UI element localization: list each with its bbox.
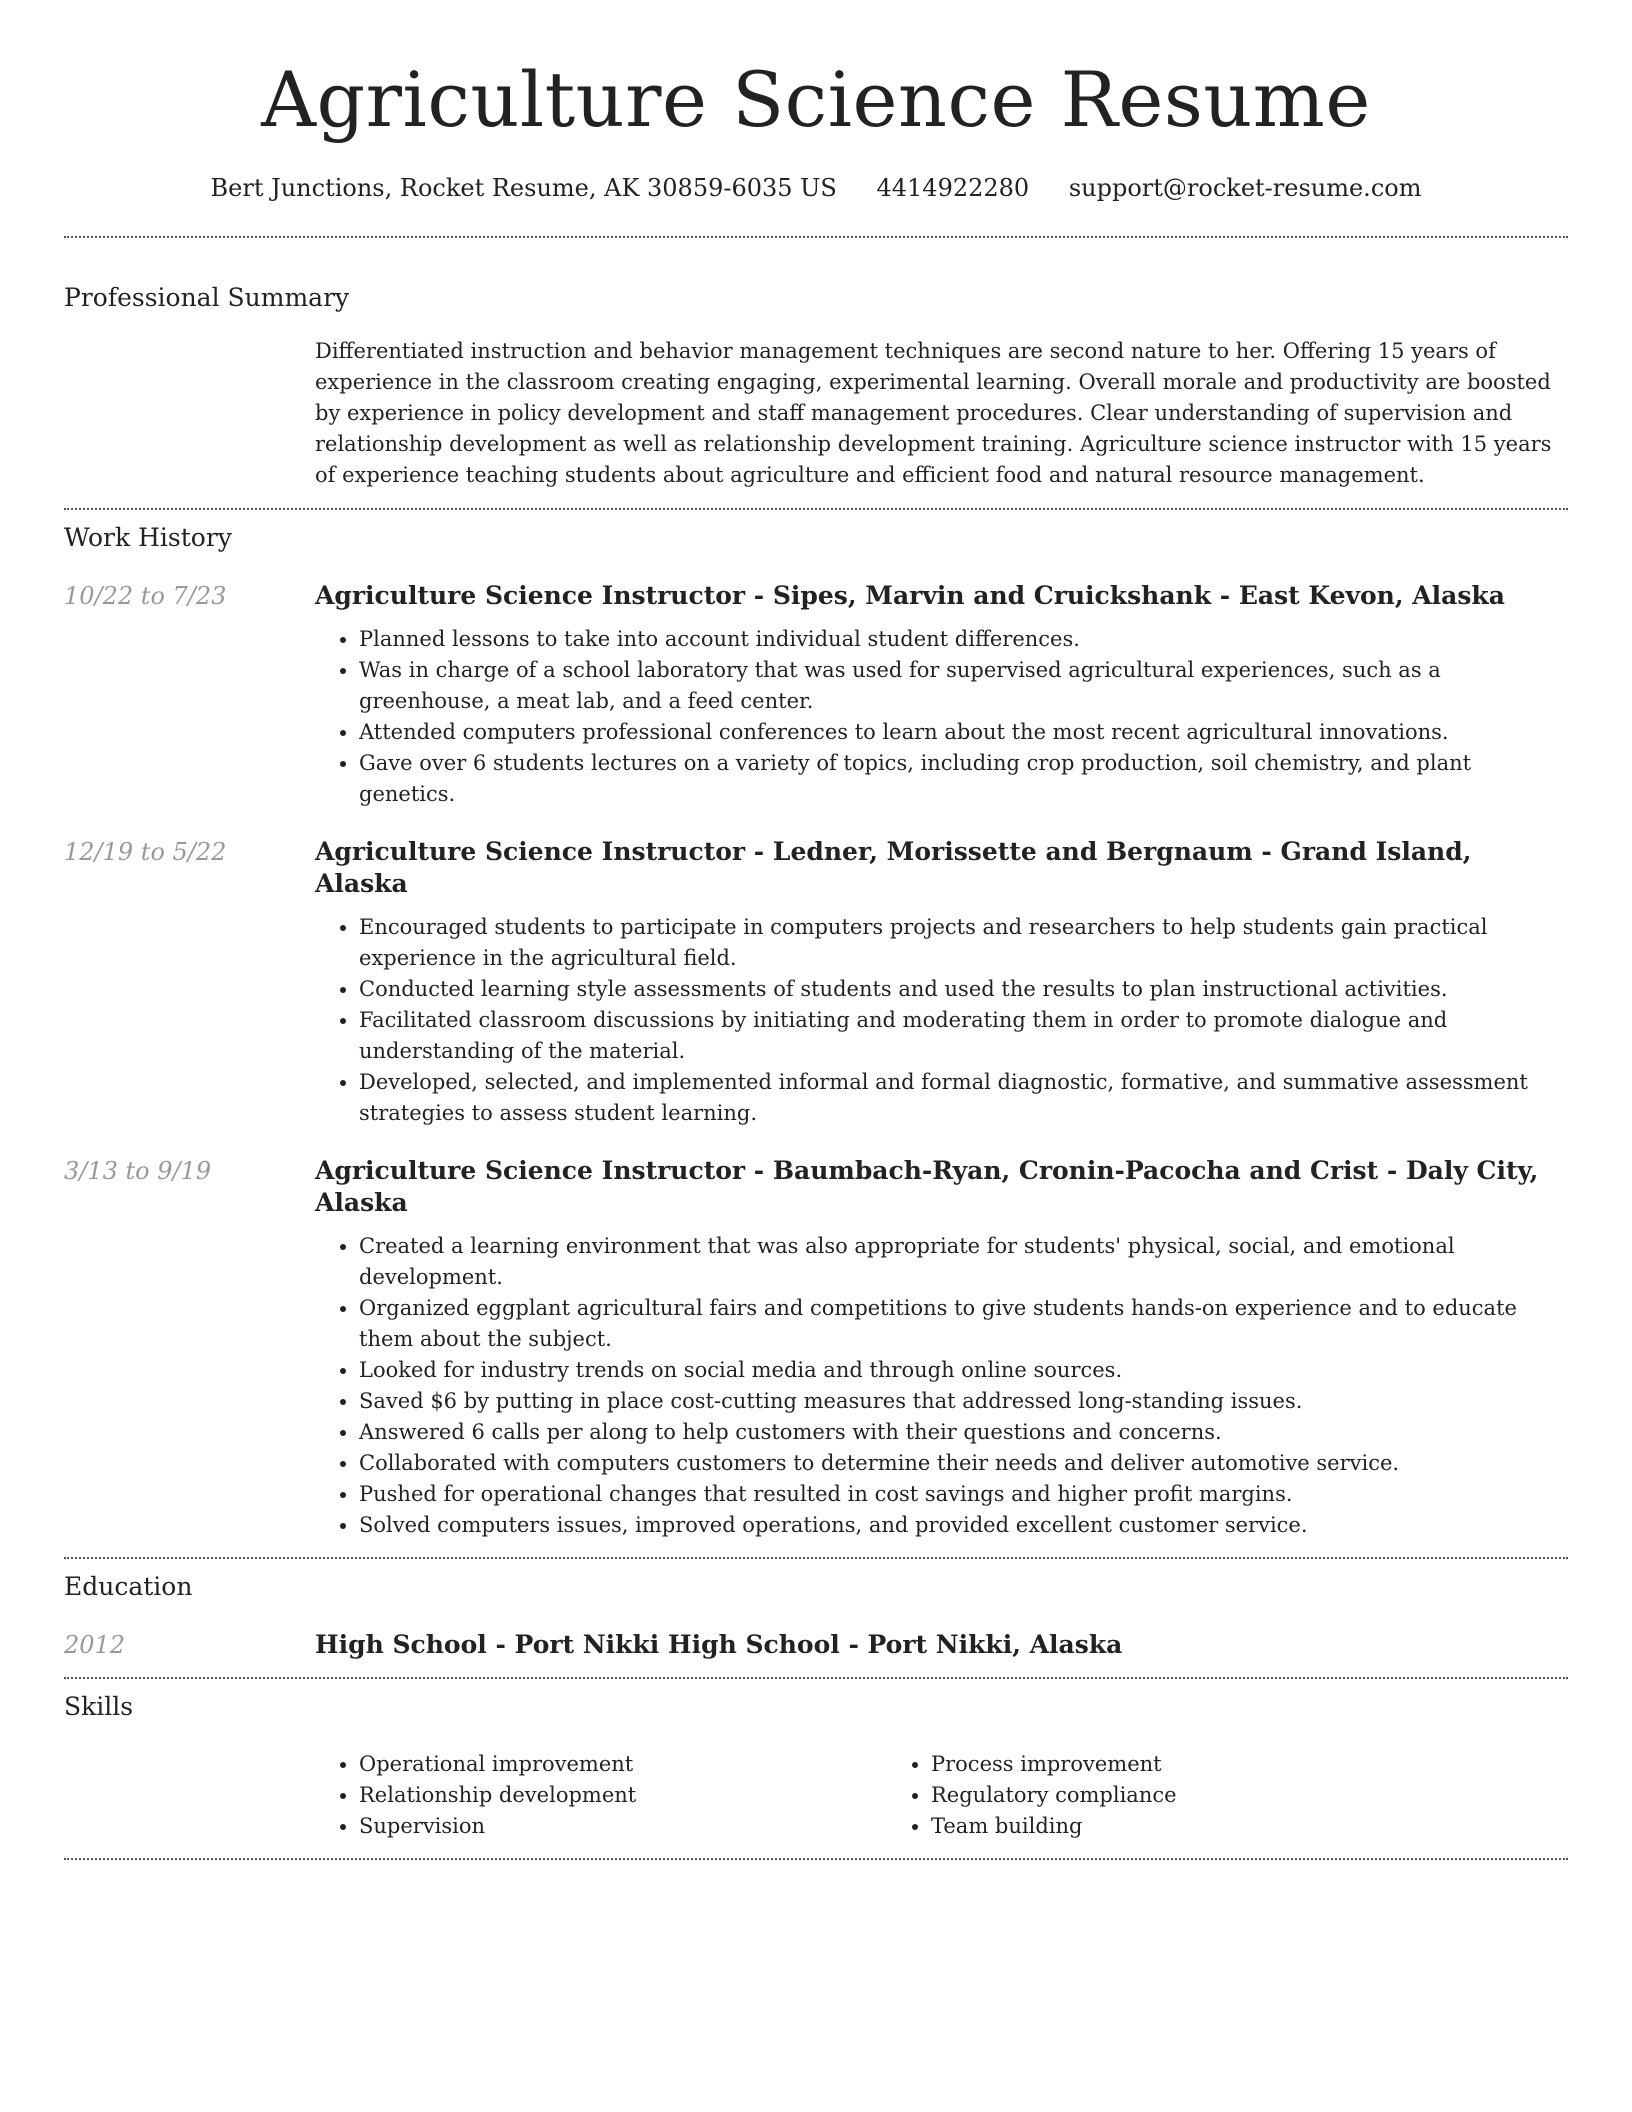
education-text: High School - Port Nikki High School - Port Nikki, Alaska <box>315 1630 1123 1659</box>
section-title-summary: Professional Summary <box>64 283 350 312</box>
job-bullets <box>315 624 1568 810</box>
list-item: • Developed, selected, and implemented informal and formal diagnostic, formative, and summative assessment strategies to assess student learning. <box>359 1067 1568 1129</box>
contact-address: Bert Junctions, Rocket Resume, AK 30859-6035 US <box>210 174 837 202</box>
page-title: Agriculture Science Resume <box>261 55 1371 144</box>
education-year: 2012 <box>64 1631 126 1659</box>
list-item: • Collaborated with computers customers to determine their needs and deliver automotive service. <box>359 1448 1568 1479</box>
work-history-section <box>64 522 1568 1541</box>
list-item: • Relationship development <box>359 1780 887 1811</box>
list-item: • Saved $6 by putting in place cost-cutting measures that addressed long-standing issues. <box>359 1386 1568 1417</box>
divider <box>64 236 1568 238</box>
job-entry <box>64 1155 1568 1541</box>
list-item: • Pushed for operational changes that resulted in cost savings and higher profit margins. <box>359 1479 1568 1510</box>
list-item: • Process improvement <box>931 1749 1459 1780</box>
list-item: • Gave over 6 students lectures on a variety of topics, including crop production, soil chemistry, and plant genetics. <box>359 748 1568 810</box>
skills-list-left <box>315 1749 887 1842</box>
job-title: Agriculture Science Instructor - Baumbach-Ryan, Cronin-Pacocha and Crist - Daly City, Alaska <box>315 1156 1539 1217</box>
education-entry <box>64 1629 1568 1661</box>
list-item: • Facilitated classroom discussions by initiating and moderating them in order to promote dialogue and understanding of the material. <box>359 1005 1568 1067</box>
skills-list-right <box>887 1749 1459 1842</box>
job-entry <box>64 580 1568 810</box>
list-item: • Looked for industry trends on social media and through online sources. <box>359 1355 1568 1386</box>
education-body <box>315 1629 1568 1661</box>
section-title-education: Education <box>64 1572 193 1601</box>
skills-section <box>64 1691 1568 1842</box>
list-item: • Organized eggplant agricultural fairs and competitions to give students hands-on experience and to educate them about the subject. <box>359 1293 1568 1355</box>
divider <box>64 1677 1568 1679</box>
summary-row <box>64 336 1568 491</box>
contact-phone: 4414922280 <box>876 174 1030 202</box>
job-dates: 12/19 to 5/22 <box>64 838 227 866</box>
job-bullets <box>315 1231 1568 1541</box>
job-dates: 3/13 to 9/19 <box>64 1157 212 1185</box>
job-bullets <box>315 912 1568 1129</box>
summary-text: Differentiated instruction and behavior management techniques are second nature to her. Offering 15 years of experience in the classroom creating engaging, experimental learning. Overall morale and productivity are boosted by experience in policy development and staff management procedures. Clear understanding of supervision and relationship development as well as relationship development training. Agriculture science instructor with 15 years of experience teaching students about agriculture and efficient food and natural resource management. <box>315 339 1552 487</box>
list-item: • Solved computers issues, improved operations, and provided excellent customer service. <box>359 1510 1568 1541</box>
skills-grid <box>315 1749 1568 1842</box>
divider <box>64 1557 1568 1559</box>
resume-page <box>64 0 1568 1860</box>
list-item: • Was in charge of a school laboratory that was used for supervised agricultural experiences, such as a greenhouse, a meat lab, and a feed center. <box>359 655 1568 717</box>
list-item: • Regulatory compliance <box>931 1780 1459 1811</box>
contact-email: support@rocket-resume.com <box>1068 174 1422 202</box>
skills-body <box>315 1749 1568 1842</box>
summary-body <box>315 336 1568 491</box>
job-body <box>315 836 1568 1129</box>
divider <box>64 508 1568 510</box>
list-item: • Conducted learning style assessments of students and used the results to plan instructional activities. <box>359 974 1568 1005</box>
job-title: Agriculture Science Instructor - Sipes, Marvin and Cruickshank - East Kevon, Alaska <box>315 581 1505 610</box>
contact-line <box>64 172 1568 204</box>
section-title-work-history: Work History <box>64 523 232 552</box>
skills-row <box>64 1749 1568 1842</box>
section-title-skills: Skills <box>64 1692 134 1721</box>
summary-section <box>64 282 1568 491</box>
job-dates: 10/22 to 7/23 <box>64 582 227 610</box>
list-item: • Attended computers professional conferences to learn about the most recent agricultural innovations. <box>359 717 1568 748</box>
job-body <box>315 1155 1568 1541</box>
list-item: • Planned lessons to take into account individual student differences. <box>359 624 1568 655</box>
list-item: • Answered 6 calls per along to help customers with their questions and concerns. <box>359 1417 1568 1448</box>
list-item: • Operational improvement <box>359 1749 887 1780</box>
list-item: • Supervision <box>359 1811 887 1842</box>
job-body <box>315 580 1568 810</box>
list-item: • Created a learning environment that was also appropriate for students' physical, social, and emotional development. <box>359 1231 1568 1293</box>
education-section <box>64 1571 1568 1661</box>
job-title: Agriculture Science Instructor - Ledner, Morissette and Bergnaum - Grand Island, Alaska <box>315 837 1472 898</box>
list-item: • Team building <box>931 1811 1459 1842</box>
skills-spacer <box>64 1749 315 1842</box>
summary-spacer <box>64 336 315 491</box>
divider <box>64 1858 1568 1860</box>
list-item: • Encouraged students to participate in computers projects and researchers to help students gain practical experience in the agricultural field. <box>359 912 1568 974</box>
job-entry <box>64 836 1568 1129</box>
